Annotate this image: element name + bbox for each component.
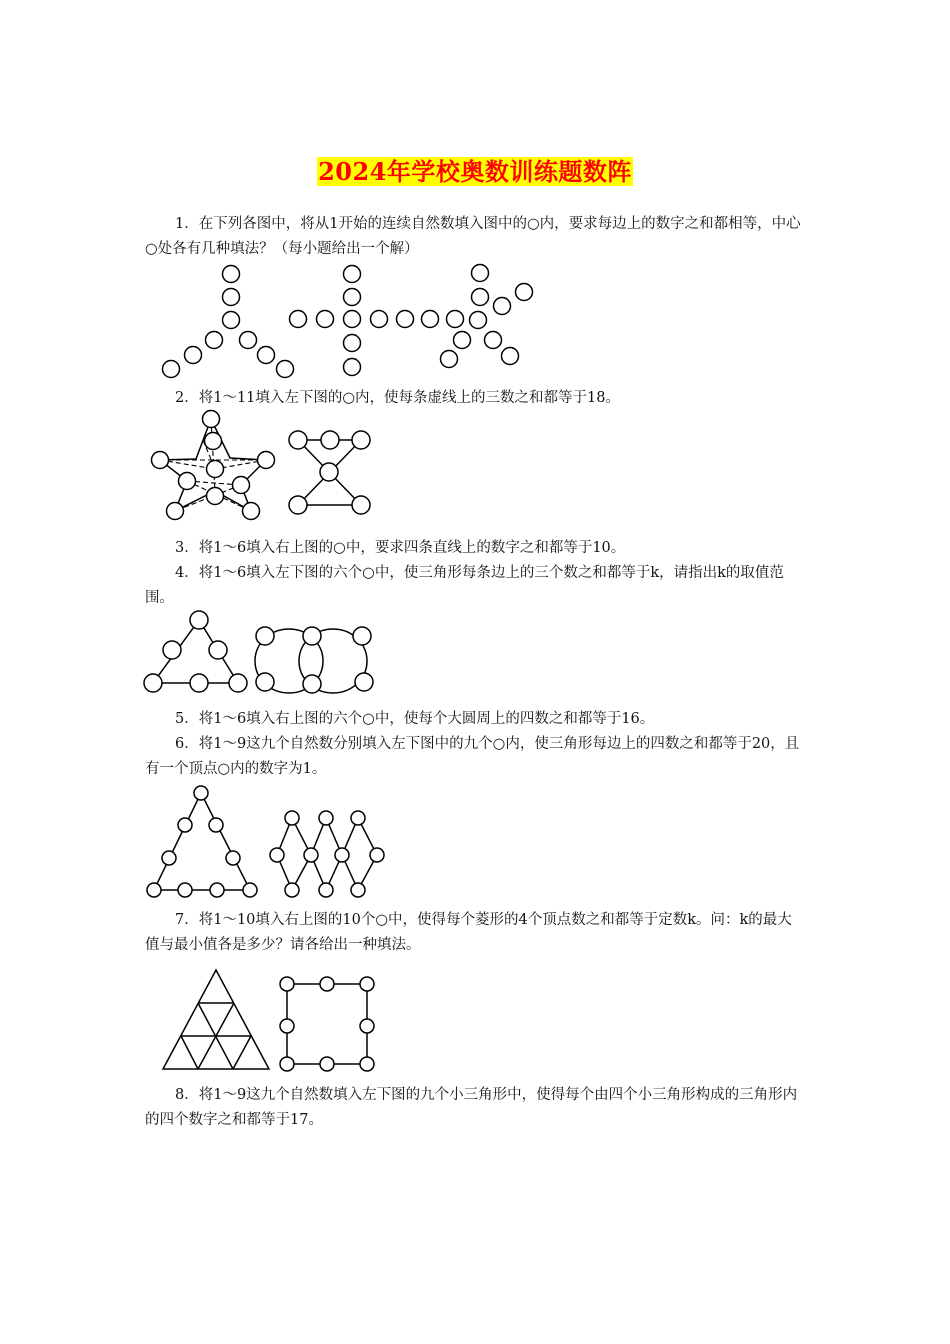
fig2-pentagram [152, 411, 275, 520]
problem-6: 6．将1～9这九个自然数分别填入左下图中的九个○内，使三角形每边上的四数之和都等于20，且有一个顶点○内的数字为1。 [145, 736, 800, 777]
fig8-square [280, 977, 374, 1071]
fig4-triangle [144, 611, 247, 692]
problem-4: 4．将1～6填入左下图的六个○中，使三角形每条边上的三个数之和都等于k，请指出k的取值范围。 [145, 565, 784, 606]
problem-7: 7．将1～10填入右上图的10个○中，使得每个菱形的4个顶点数之和都等于定数k。问：k的最大值与最小值各是多少？请各给出一种填法。 [145, 912, 792, 953]
problem-1: 1．在下列各图中，将从1开始的连续自然数填入图中的○内，要求每边上的数字之和都相等，中心○处各有几种填法？（每小题给出一个解） [145, 216, 801, 257]
fig3-hourglass [289, 431, 370, 514]
page-title: 2024年学校奥数训练题数阵 [318, 157, 632, 186]
fig5-two-circles [255, 627, 373, 693]
fig6-triangle [147, 786, 257, 897]
problem-5: 5．将1～6填入右上图的六个○中，使每个大圆周上的四数之和都等于16。 [175, 711, 655, 727]
fig1-y-shape [163, 266, 294, 378]
problem-2: 2．将1～11填入左下图的○内，使每条虚线上的三数之和都等于18。 [175, 390, 621, 406]
fig7-rhombus-chain [270, 811, 384, 897]
fig8-divided-triangle [163, 970, 269, 1069]
fig1-star-shape [422, 265, 533, 368]
problem-3: 3．将1～6填入右上图的○中，要求四条直线上的数字之和都等于10。 [175, 540, 626, 556]
problem-8: 8．将1～9这九个自然数填入左下图的九个小三角形中，使得每个由四个小三角形构成的三角形内的四个数字之和都等于17。 [145, 1087, 798, 1128]
fig1-cross-shape [290, 266, 414, 376]
